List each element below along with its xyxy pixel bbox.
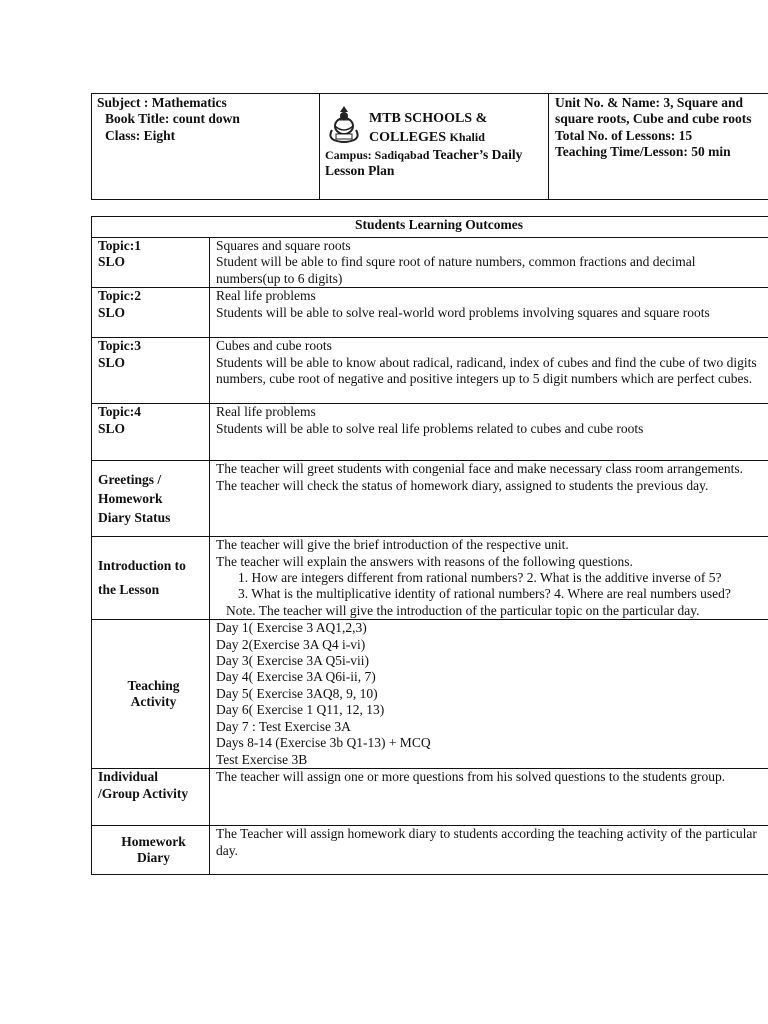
list-item: Day 1( Exercise 3 AQ1,2,3) — [216, 620, 367, 636]
table-title-row — [92, 217, 768, 238]
teaching-label: Teaching Activity — [92, 620, 210, 769]
topic-label: Topic:1 SLO — [92, 238, 210, 288]
slo-table — [91, 216, 768, 875]
list-item: Day 4( Exercise 3A Q6i-ii, 7) — [216, 669, 376, 685]
group-activity-label: Individual /Group Activity — [92, 769, 210, 826]
greetings-content: The teacher will greet students with congenial face and make necessary class room arrangements. The teacher will check the status of homework diary, assigned to students the previous day. — [210, 461, 768, 537]
group-activity-row — [92, 769, 768, 826]
teaching-content — [210, 620, 768, 769]
list-item: Day 2(Exercise 3A Q4 i-vi) — [216, 636, 366, 652]
question-list-item: 1. How are integers different from rational numbers? 2. What is the additive inverse of 5? — [238, 570, 722, 586]
plan-title: Lesson Plan — [325, 163, 395, 178]
header-table — [91, 93, 768, 200]
topic-label: Topic:4 SLO — [92, 404, 210, 461]
subject-cell — [92, 94, 320, 199]
campus-line: Campus: Sadiqabad Teacher’s Daily — [325, 147, 523, 162]
topic-label: Topic:3 SLO — [92, 338, 210, 404]
list-item: Day 5( Exercise 3AQ8, 9, 10) — [216, 685, 378, 701]
topic-content: Real life problems Students will be able to solve real-world word problems involving squares and square roots — [210, 288, 768, 338]
topic-row-4 — [92, 404, 768, 461]
topic-content: Cubes and cube roots Students will be able to know about radical, radicand, index of cubes and find the cube of two digits numbers, cube root of negative and positive integers up to 5 digit numbers which are perfect cubes. — [210, 338, 768, 404]
school-name: MTB SCHOOLS & COLLEGES Khalid — [369, 111, 488, 145]
greetings-label: Greetings / Homework Diary Status — [92, 461, 210, 537]
list-item: Day 7 : Test Exercise 3A — [216, 718, 351, 734]
unit-line-1: Unit No. & Name: 3, Square and — [555, 95, 744, 110]
subject-text: Subject : Mathematics — [97, 95, 227, 110]
school-logo-icon — [325, 104, 363, 144]
topic-row-1 — [92, 238, 768, 288]
introduction-content: The teacher will give the brief introduction of the respective unit. The teacher will explain the answers with reasons of the following questions. 1. How are integers different from rational numbers? 2. What is the additive inverse of 5? 3. What is the multiplicative identity of rational numbers? 4. Where are real numbers used? Note. The teacher will give the introduction of the particular topic on the particular day. — [210, 537, 768, 620]
list-item: Day 6( Exercise 1 Q11, 12, 13) — [216, 702, 385, 718]
lessons-count: Total No. of Lessons: 15 — [555, 127, 693, 143]
homework-row — [92, 826, 768, 875]
homework-label: Homework Diary — [92, 826, 210, 875]
introduction-label: Introduction to the Lesson — [92, 537, 210, 620]
topic-label: Topic:2 SLO — [92, 288, 210, 338]
unit-line-2: square roots, Cube and cube roots — [555, 111, 752, 127]
list-item: Days 8-14 (Exercise 3b Q1-13) + MCQ — [216, 735, 431, 751]
group-activity-content: The teacher will assign one or more questions from his solved questions to the students group. — [210, 769, 768, 826]
table-title: Students Learning Outcomes — [92, 217, 768, 238]
teaching-time: Teaching Time/Lesson: 50 min — [555, 144, 731, 160]
topic-row-2 — [92, 288, 768, 338]
homework-content: The Teacher will assign homework diary to students according the teaching activity of the particular day. — [210, 826, 768, 875]
teaching-row — [92, 620, 768, 769]
greetings-row — [92, 461, 768, 537]
class-text: Class: Eight — [105, 127, 176, 143]
book-title-text: Book Title: count down — [105, 111, 240, 127]
unit-cell — [549, 94, 768, 199]
topic-row-3 — [92, 338, 768, 404]
introduction-row — [92, 537, 768, 620]
topic-content: Squares and square roots Student will be able to find squre root of nature numbers, common fractions and decimal numbers(up to 6 digits) — [210, 238, 768, 288]
intro-note: Note. The teacher will give the introduction of the particular topic on the particular day. — [226, 602, 700, 618]
list-item: Day 3( Exercise 3A Q5i-vii) — [216, 653, 369, 669]
question-list-item: 3. What is the multiplicative identity of rational numbers? 4. Where are real numbers used? — [238, 586, 731, 602]
school-cell — [320, 94, 549, 199]
topic-content: Real life problems Students will be able to solve real life problems related to cubes and cube roots — [210, 404, 768, 461]
list-item: Test Exercise 3B — [216, 751, 308, 767]
